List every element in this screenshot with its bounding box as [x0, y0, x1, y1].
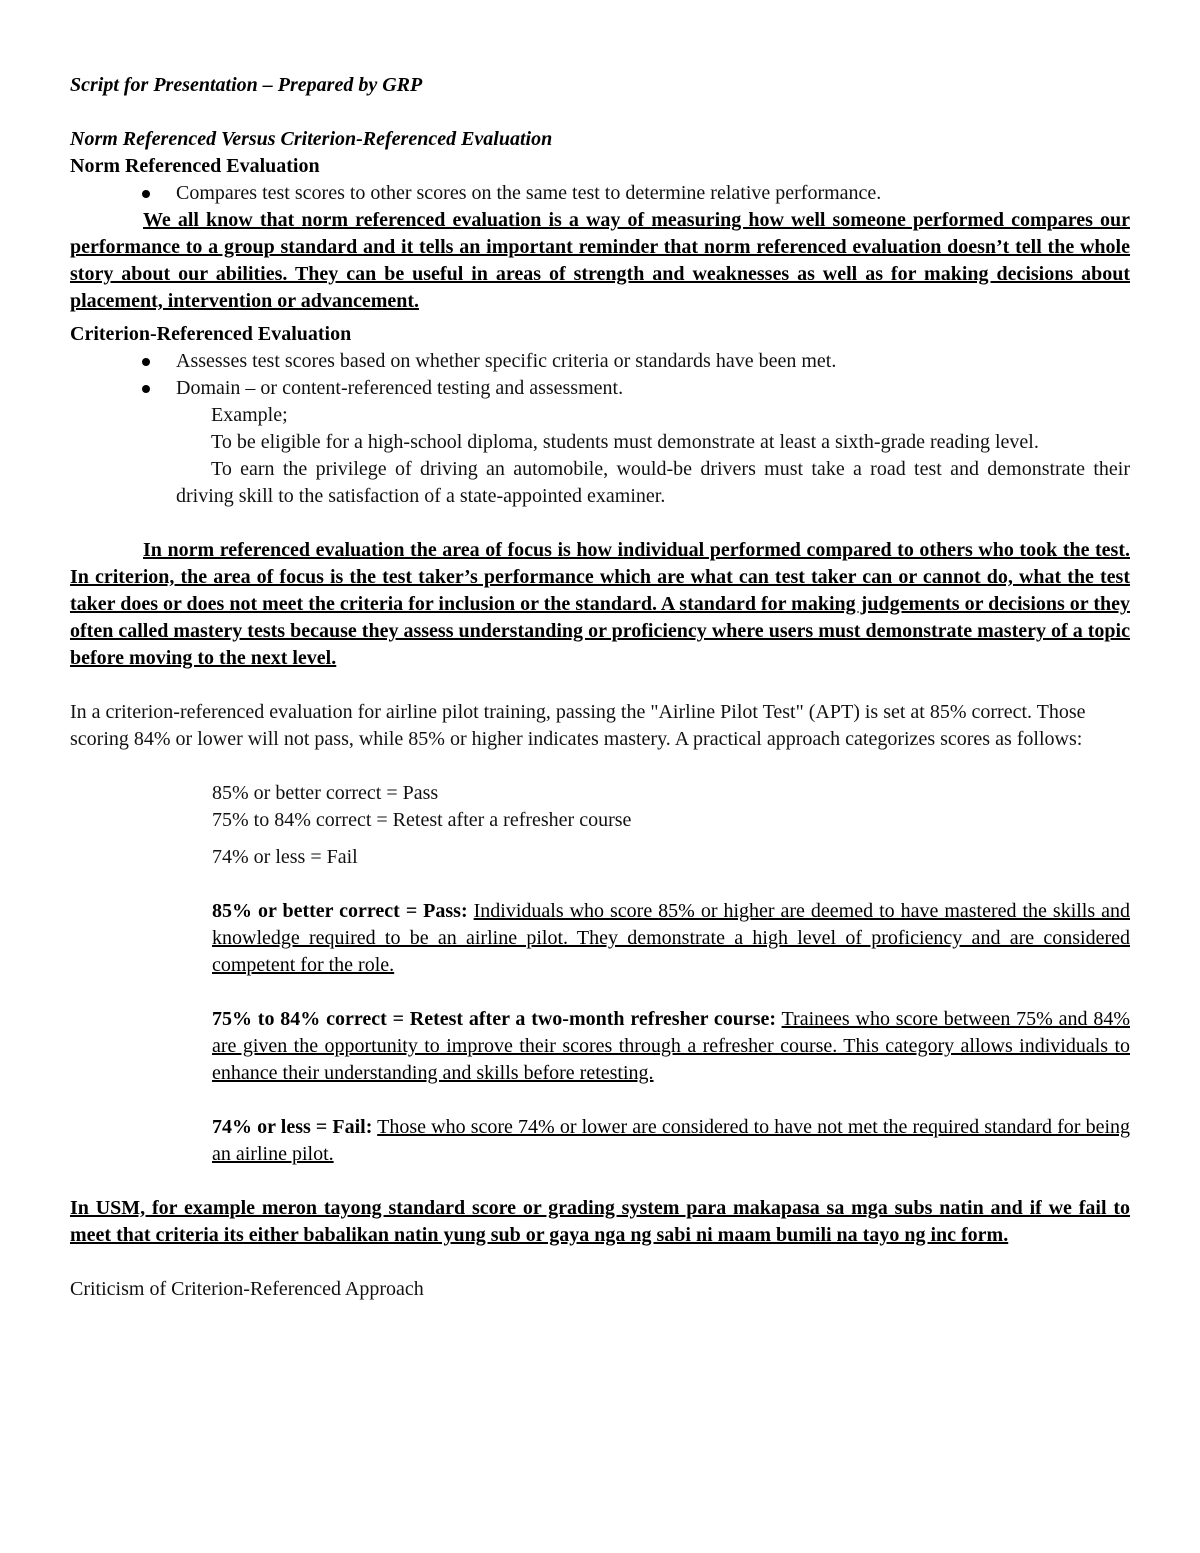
bullet-text: Domain – or content-referenced testing and assessment. — [176, 377, 624, 399]
explanation-text: Individuals who score 85% or higher are deemed to have mastered the skills and knowledge required to be an airline pilot. They demonstrate a high level of proficiency and are considered competent for the role. — [212, 900, 1130, 976]
bullet-icon — [142, 385, 150, 393]
bullet-icon — [142, 358, 150, 366]
criterion-bullet-2 — [70, 375, 1130, 402]
bullet-text: Compares test scores to other scores on the same test to determine relative performance. — [176, 182, 882, 204]
document-title: Script for Presentation – Prepared by GRP — [70, 74, 423, 96]
example-1: To be eligible for a high-school diploma, students must demonstrate at least a sixth-grade reading level. — [211, 431, 1039, 453]
category-fail: 74% or less = Fail — [212, 846, 358, 868]
norm-heading: Norm Referenced Evaluation — [70, 155, 320, 177]
explanation-fail — [70, 1114, 1130, 1168]
section-title: Norm Referenced Versus Criterion-Referenced Evaluation — [70, 128, 553, 150]
bullet-text: Assesses test scores based on whether specific criteria or standards have been met. — [176, 350, 837, 372]
norm-bullet — [70, 180, 1130, 207]
comparison-paragraph: In norm referenced evaluation the area of focus is how individual performed compared to others who took the test. In criterion, the area of focus is the test taker’s performance which are what can test taker can or cannot do, what the test taker does or does not meet the criteria for inclusion or the standard. A standard for making judgements or decisions or they often called mastery tests because they assess understanding or proficiency where users must demonstrate mastery of a topic before moving to the next level. — [70, 539, 1130, 669]
criticism-heading: Criticism of Criterion-Referenced Approach — [70, 1278, 424, 1300]
explanation-label: 85% or better correct = Pass: — [212, 900, 468, 922]
example-2: To earn the privilege of driving an automobile, would-be drivers must take a road test and demonstrate their driving skill to the satisfaction of a state-appointed examiner. — [176, 458, 1130, 507]
explanation-pass — [70, 898, 1130, 979]
explanation-text: Trainees who score between 75% and 84% are given the opportunity to improve their scores through a refresher course. This category allows individuals to enhance their understanding and skills before retesting. — [212, 1008, 1130, 1084]
category-pass: 85% or better correct = Pass — [212, 782, 439, 804]
category-retest: 75% to 84% correct = Retest after a refresher course — [212, 809, 632, 831]
explanation-text: Those who score 74% or lower are considered to have not met the required standard for being an airline pilot. — [212, 1116, 1130, 1165]
document-page — [70, 72, 1130, 1303]
pilot-intro: In a criterion-referenced evaluation for airline pilot training, passing the "Airline Pilot Test" (APT) is set at 85% correct. Those scoring 84% or lower will not pass, while 85% or higher indicates mastery. A practical approach categorizes scores as follows: — [70, 701, 1086, 750]
example-label: Example; — [211, 404, 288, 426]
explanation-label: 74% or less = Fail: — [212, 1116, 373, 1138]
criterion-bullet-1 — [70, 348, 1130, 375]
usm-paragraph: In USM, for example meron tayong standard score or grading system para makapasa sa mga subs natin and if we fail to meet that criteria its either babalikan natin yung sub or gaya nga ng sabi ni maam bumili na tayo ng inc form. — [70, 1197, 1130, 1246]
explanation-retest — [70, 1006, 1130, 1087]
criterion-heading: Criterion-Referenced Evaluation — [70, 323, 352, 345]
bullet-icon — [142, 190, 150, 198]
explanation-label: 75% to 84% correct = Retest after a two-month refresher course: — [212, 1008, 777, 1030]
norm-paragraph: We all know that norm referenced evaluation is a way of measuring how well someone performed compares our performance to a group standard and it tells an important reminder that norm referenced evaluation doesn’t tell the whole story about our abilities. They can be useful in areas of strength and weaknesses as well as for making decisions about placement, intervention or advancement. — [70, 209, 1130, 312]
